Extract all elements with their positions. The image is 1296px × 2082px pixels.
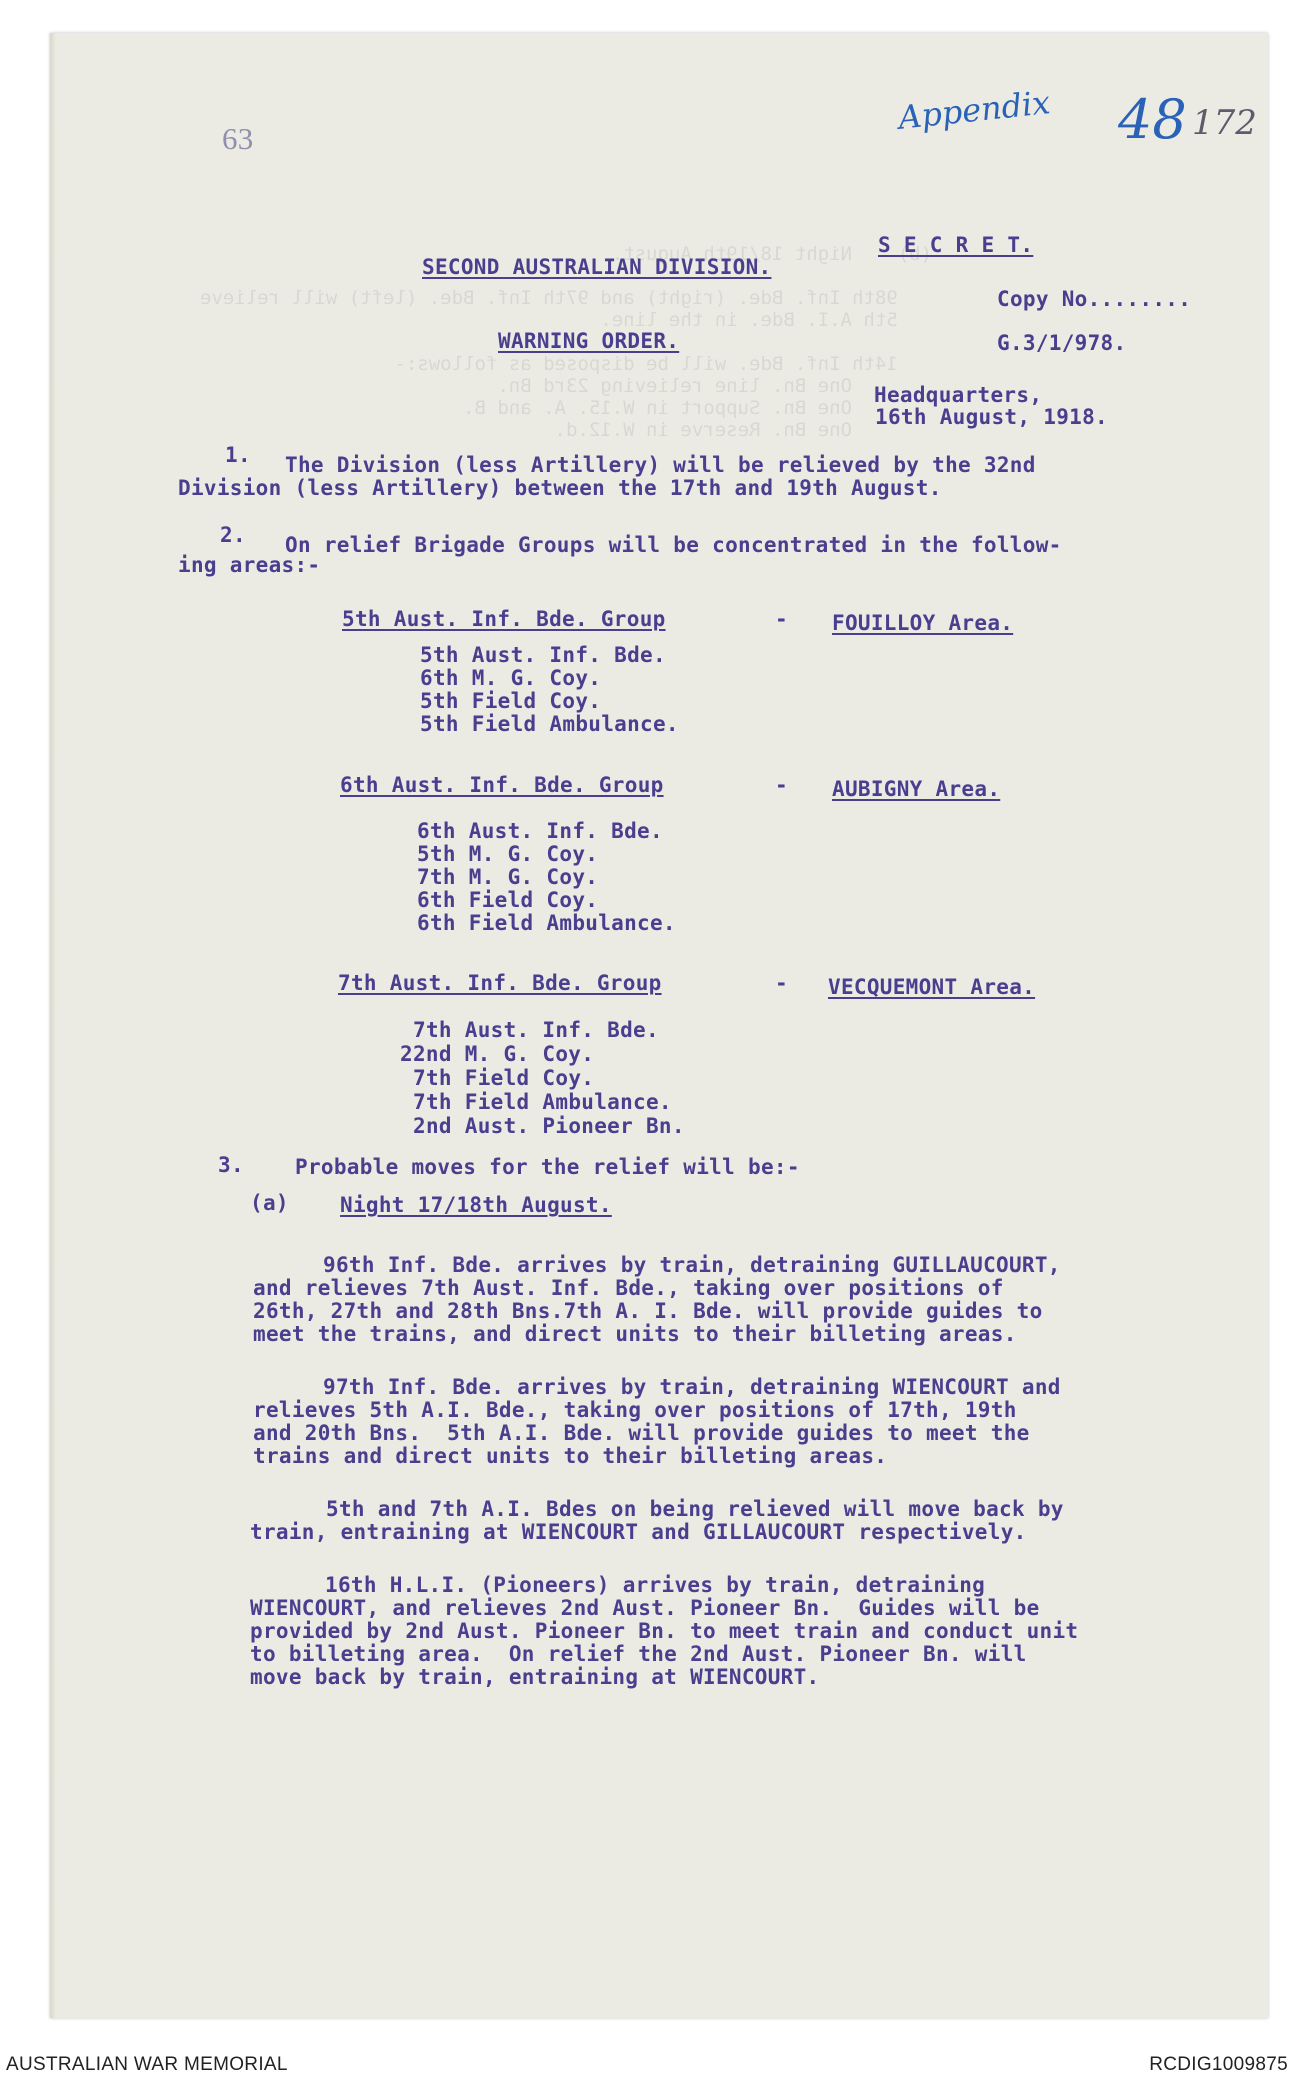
group-name: 6th Aust. Inf. Bde. Group <box>340 773 664 797</box>
group-dash: - <box>775 607 788 631</box>
division-title: SECOND AUSTRALIAN DIVISION. <box>422 255 772 279</box>
group-area: AUBIGNY Area. <box>832 777 1001 801</box>
body-line: move back by train, entraining at WIENCOURT. <box>250 1665 820 1689</box>
order-title: WARNING ORDER. <box>498 329 680 353</box>
page-number: 63 <box>222 121 254 156</box>
group-unit: 5th M. G. Coy. <box>417 842 599 866</box>
handwritten-appendix: Appendix <box>896 83 1052 137</box>
body-line: provided by 2nd Aust. Pioneer Bn. to meet train and conduct unit <box>250 1619 1079 1643</box>
group-unit: 7th Aust. Inf. Bde. <box>413 1018 659 1042</box>
order-reference: G.3/1/978. <box>997 331 1127 355</box>
body-line: to billeting area. On relief the 2nd Aust. Pioneer Bn. will <box>250 1642 1027 1666</box>
copy-number: Copy No........ <box>997 287 1192 311</box>
group-unit: 22nd M. G. Coy. <box>400 1042 595 1066</box>
para2-number: 2. <box>220 523 246 547</box>
group-unit: 7th Field Ambulance. <box>413 1090 672 1114</box>
handwritten-appendix-number: 48 <box>1118 88 1187 151</box>
group-dash: - <box>775 773 788 797</box>
body-line: relieves 5th A.I. Bde., taking over positions of 17th, 19th <box>253 1398 1017 1422</box>
body-line: 16th H.L.I. (Pioneers) arrives by train, detraining <box>325 1573 986 1597</box>
handwritten-folio: 172 <box>1192 103 1257 143</box>
para2-line2: ing areas:- <box>178 553 321 577</box>
body-line: and 20th Bns. 5th A.I. Bde. will provide guides to meet the <box>253 1421 1030 1445</box>
para3-sub-heading: Night 17/18th August. <box>340 1193 612 1217</box>
para3-number: 3. <box>218 1153 244 1177</box>
para1-number: 1. <box>225 443 251 467</box>
body-line: 96th Inf. Bde. arrives by train, detraining GUILLAUCOURT, <box>323 1253 1061 1277</box>
para1-line1: The Division (less Artillery) will be relieved by the 32nd <box>285 453 1036 477</box>
body-line: 5th and 7th A.I. Bdes on being relieved will move back by <box>326 1497 1064 1521</box>
show-through-text: (b) Night 18/19th August. 98th Inf. Bde. (right) and 97th Inf. Bde. (left) will relieve 5th A.I. Bde. in the line. 14th Inf. Bde. will be disposed as follows:- One Bn. line relieving 23rd Bn. One Bn. Support in W.15. A. and B. One Bn. Reserve in W.12.d. <box>200 243 933 441</box>
group-name: 7th Aust. Inf. Bde. Group <box>338 971 662 995</box>
group-area: FOUILLOY Area. <box>832 611 1014 635</box>
group-dash: - <box>775 971 788 995</box>
group-unit: 7th M. G. Coy. <box>417 865 599 889</box>
para1-line2: Division (less Artillery) between the 17th and 19th August. <box>178 476 942 500</box>
body-line: trains and direct units to their billeting areas. <box>253 1444 888 1468</box>
body-line: 26th, 27th and 28th Bns.7th A. I. Bde. will provide guides to <box>253 1299 1043 1323</box>
group-unit: 6th M. G. Coy. <box>420 666 602 690</box>
footer-record-id: RCDIG1009875 <box>1149 2054 1288 2075</box>
group-unit: 2nd Aust. Pioneer Bn. <box>413 1114 685 1138</box>
group-unit: 6th Field Ambulance. <box>417 911 676 935</box>
group-unit: 6th Field Coy. <box>417 888 599 912</box>
para3-sub-label: (a) <box>250 1191 289 1215</box>
document-page <box>50 33 1268 2018</box>
group-unit: 7th Field Coy. <box>413 1066 595 1090</box>
body-line: train, entraining at WIENCOURT and GILLAUCOURT respectively. <box>250 1520 1027 1544</box>
group-area: VECQUEMONT Area. <box>828 975 1036 999</box>
group-unit: 5th Field Ambulance. <box>420 712 679 736</box>
secret-marking: S E C R E T. <box>878 233 1034 257</box>
group-name: 5th Aust. Inf. Bde. Group <box>342 607 666 631</box>
order-date: 16th August, 1918. <box>875 405 1108 429</box>
body-line: 97th Inf. Bde. arrives by train, detraining WIENCOURT and <box>323 1375 1061 1399</box>
body-line: meet the trains, and direct units to their billeting areas. <box>253 1322 1017 1346</box>
body-line: and relieves 7th Aust. Inf. Bde., taking over positions of <box>253 1276 1004 1300</box>
footer-institution: AUSTRALIAN WAR MEMORIAL <box>6 2054 288 2075</box>
group-unit: 5th Field Coy. <box>420 689 602 713</box>
body-line: WIENCOURT, and relieves 2nd Aust. Pioneer Bn. Guides will be <box>250 1596 1040 1620</box>
para3-heading: Probable moves for the relief will be:- <box>295 1155 800 1179</box>
group-unit: 5th Aust. Inf. Bde. <box>420 643 666 667</box>
para2-line1: On relief Brigade Groups will be concentrated in the follow- <box>285 533 1062 557</box>
headquarters-label: Headquarters, <box>874 383 1043 407</box>
group-unit: 6th Aust. Inf. Bde. <box>417 819 663 843</box>
